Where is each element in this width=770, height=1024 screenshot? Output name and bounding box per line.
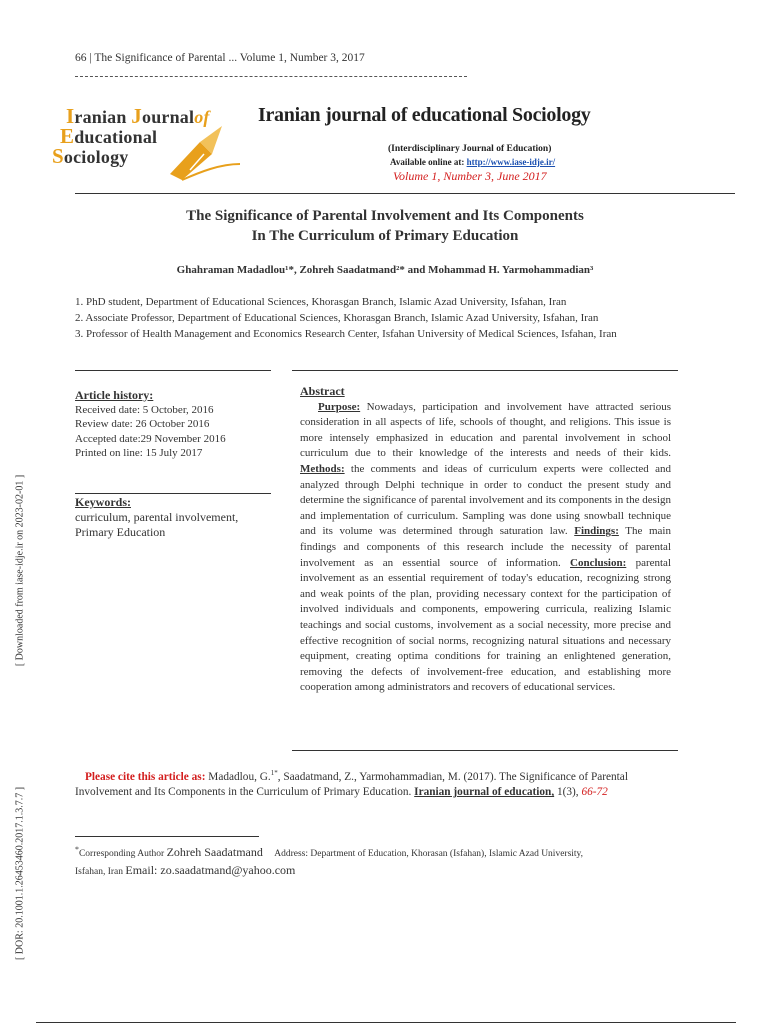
footnote-rule [75, 836, 259, 837]
authors: Ghahraman Madadlou¹*, Zohreh Saadatmand²* and Mohammad H. Yarmohammadian³ [176, 264, 594, 276]
accepted-date: Accepted date:29 November 2016 [75, 432, 226, 445]
running-header: 66 | The Significance of Parental ... Volume 1, Number 3, 2017 [75, 52, 365, 64]
volume-line: Volume 1, Number 3, June 2017 [393, 169, 547, 183]
right-column-rule [292, 370, 678, 371]
methods-label: Methods: [300, 462, 345, 475]
affiliation-1: 1. PhD student, Department of Educational Sciences, Khorasgan Branch, Islamic Azad University, Isfahan, Iran [75, 296, 567, 308]
citation-journal: Iranian journal of education, [414, 786, 555, 799]
purpose-label: Purpose: [318, 400, 361, 413]
keywords-rule [75, 493, 271, 494]
received-date: Received date: 5 October, 2016 [75, 403, 214, 416]
abstract-body: Purpose: Nowadays, participation and involvement have attracted serious consideration in all aspects of life, schools of thought, and religions. This issue is more intensely emphasized in education and parental involvement in school curriculum due to their knowledge of the interests and needs of their kids. Methods: the comments and ideas of curriculum experts were collected and analyzed through Delphi technique in order to conduct the present study and determine the significance of parental involvement and its components in the design and implementation of curriculum. Sampling was done using snowball technique and its volume was determined through saturation law. Findings: The main findings and components of this research include the necessity of parental involvement as an essential source of information. Conclusion: parental involvement as an essential requirement of today's education, recognizing strong and weak points of the plan, providing necessary context for the participation of involved individuals and components, empowering curricula, realizing Islamic teachings and social customs, involvement as a social necessity, more precise and effective recognition of social norms, recognizing natural situations and necessary equipment, creating optima conditions for training an enlightened generation, removing the defects of involvement-free education, and establishing more cooperation among administrators and recovers of educational services. [300, 400, 671, 694]
keywords-text: curriculum, parental involvement, Primary Education [75, 510, 239, 539]
journal-title: Iranian journal of educational Sociology [258, 104, 591, 126]
conclusion-label: Conclusion: [570, 556, 627, 569]
citation-pages: 66-72 [581, 786, 608, 799]
page-bottom-rule [36, 1022, 736, 1023]
corresponding-author-email: Email: zo.saadatmand@yahoo.com [125, 863, 296, 878]
article-history [75, 388, 271, 461]
article-history-heading: Article history: [75, 388, 154, 402]
header-divider [75, 193, 735, 194]
citation: Please cite this article as: Madadlou, G.$^{1*}$, Saadatmand, Z., Yarmohammadian, M. (2017). The Significance of Parental Involvement and Its Components in the Curriculum of Primary Education. Iranian journal of education, 1(3), 66-72 [75, 769, 628, 799]
left-column-rule [75, 370, 271, 371]
available-online: Available online at: http://www.iase-idje.ir/ [390, 157, 556, 167]
abstract-bottom-rule [292, 750, 678, 751]
article-title: The Significance of Parental Involvement and Its Components In The Curriculum of Primary Education [186, 208, 584, 244]
citation-label: Please cite this article as: [85, 770, 206, 783]
printed-date: Printed on line: 15 July 2017 [75, 447, 203, 459]
keywords [75, 495, 275, 540]
journal-url-link[interactable]: http://www.iase-idje.ir/ [466, 157, 556, 167]
pen-nib-icon [160, 124, 250, 182]
review-date: Review date: 26 October 2016 [75, 418, 210, 430]
corresponding-author-name: Zohreh Saadatmand [166, 845, 263, 860]
abstract [300, 384, 671, 696]
affiliation-3: 3. Professor of Health Management and Economics Research Center, Isfahan University of Medical Sciences, Isfahan, Iran [75, 328, 617, 340]
affiliation-2: 2. Associate Professor, Department of Educational Sciences, Khorasgan Branch, Islamic Azad University, Isfahan, Iran [75, 312, 599, 324]
abstract-heading: Abstract [300, 384, 345, 398]
corresponding-author-footnote: *Corresponding Author Zohreh Saadatmand Address: Department of Education, Khorasan (Isfahan), Islamic Azad University, Isfahan, Iran Email: zo.saadatmand@yahoo.com [75, 845, 584, 878]
running-header-rule [75, 76, 467, 77]
download-watermark: [ Downloaded from iase-idje.ir on 2023-02-01 ] [14, 474, 26, 667]
findings-label: Findings: [574, 525, 619, 538]
journal-logo: Iranian Journalof Educational Sociology [52, 104, 252, 184]
affiliations [75, 294, 697, 342]
dor-watermark: [ DOR: 20.1001.1.26453460.2017.1.3.7.7 ] [14, 786, 26, 961]
keywords-heading: Keywords: [75, 495, 131, 509]
journal-subtitle: (Interdisciplinary Journal of Education) [388, 144, 552, 154]
